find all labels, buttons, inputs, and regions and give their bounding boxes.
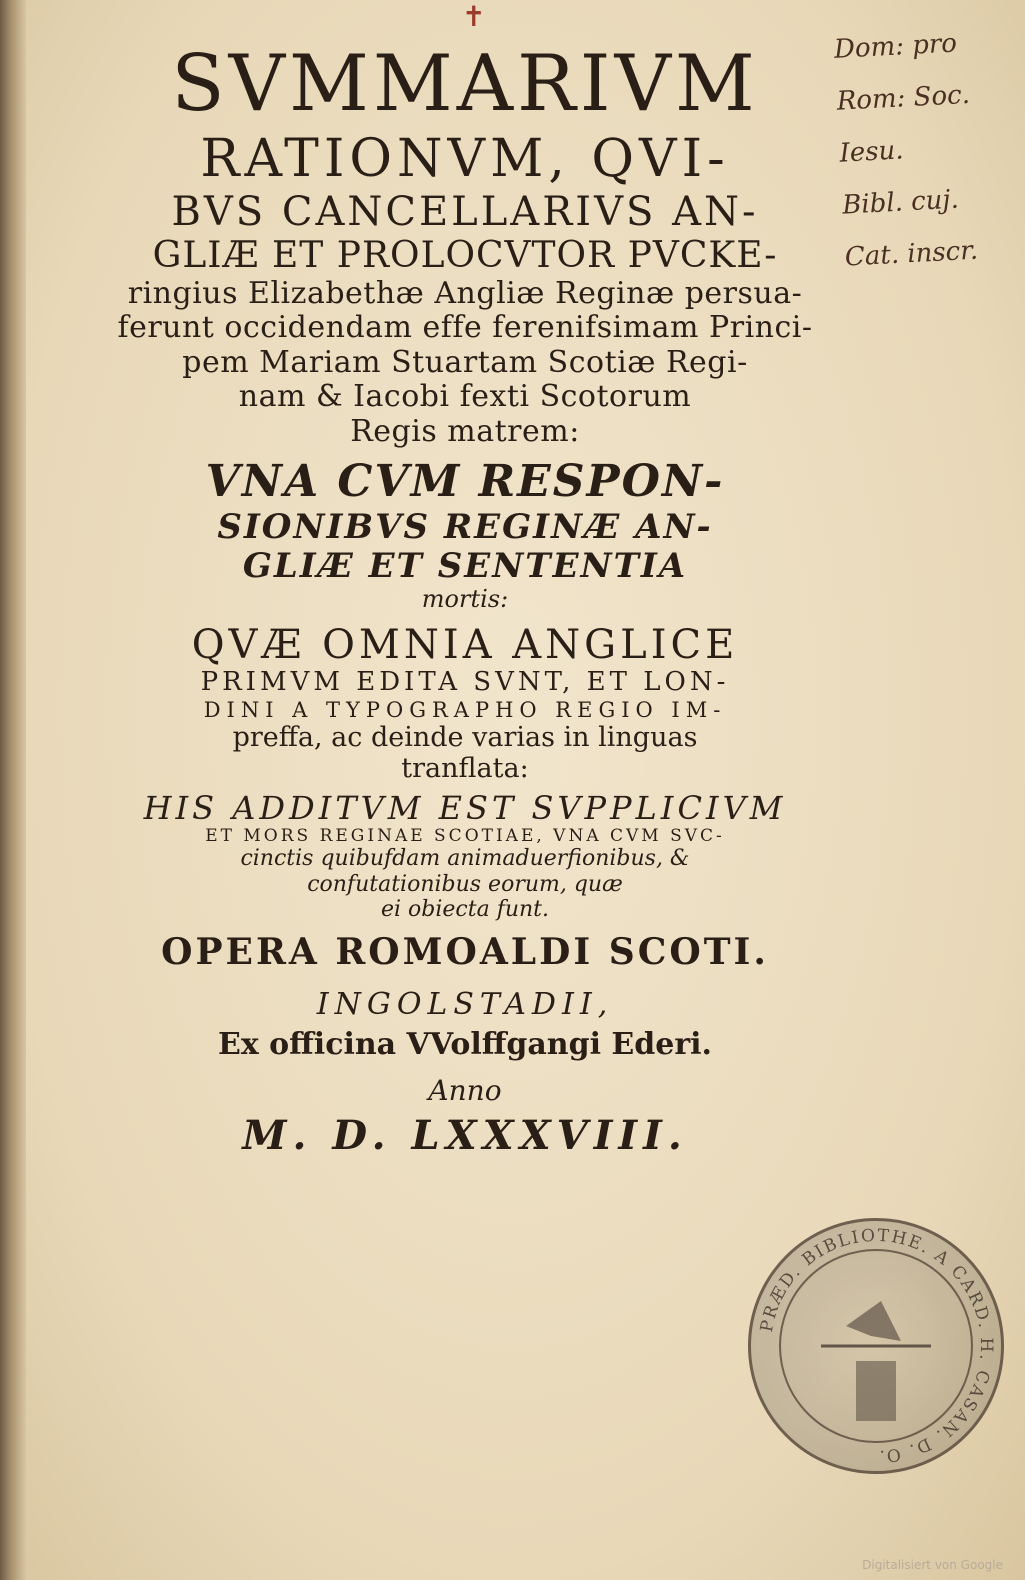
imprint-printer: Ex officina VVolffgangi Ederi. [217,1027,713,1062]
handwritten-margin-notes [833,25,1025,294]
subtitle-line-2: SIONIBVS REGINÆ AN- [217,506,713,547]
cross-mark-icon: ✝ [462,0,486,33]
title-line-8: nam & Iacobi fexti Scotorum [238,379,692,415]
digitization-watermark: Digitalisiert von Google [862,1558,1003,1572]
margin-note: Cat. inscr. [844,235,979,273]
imprint-year: M. D. LXXXVIII. [242,1111,688,1159]
his-line-1: HIS ADDITVM EST SVPPLICIVM [143,788,787,827]
title-line-3: BVS CANCELLARIVS AN- [171,189,759,236]
title-line-1: SVMMARIVM [171,39,759,129]
margin-note: Bibl. cuj. [841,184,960,221]
title-line-9: Regis matrem: [350,413,580,449]
title-line-7: pem Mariam Stuartam Scotiæ Regi- [182,344,748,380]
title-line-4: GLIÆ ET PROLOCVTOR PVCKE- [152,235,778,277]
stamp-emblem-icon [751,1221,1001,1471]
quae-line-5: tranflata: [401,752,529,784]
subtitle-line-3: GLIÆ ET SENTENTIA [242,546,688,587]
subtitle-line-4: mortis: [421,585,509,614]
imprint-place: INGOLSTADII, [316,986,614,1022]
author-line: OPERA ROMOALDI SCOTI. [161,931,769,974]
library-stamp [748,1218,1004,1474]
title-line-5: ringius Elizabethæ Angliæ Reginæ persua- [127,275,803,311]
subtitle-line-1: VNA CVM RESPON- [205,456,725,508]
quae-line-4: preffa, ac deinde varias in linguas [232,721,698,753]
margin-note: Dom: pro [833,28,958,65]
his-line-3: cinctis quibufdam animaduerfionibus, & [240,846,690,872]
quae-line-2: PRIMVM EDITA SVNT, ET LON- [200,666,730,697]
margin-note: Rom: Soc. [836,79,971,117]
his-line-2: ET MORS REGINAE SCOTIAE, VNA CVM SVC- [205,825,725,846]
page-binding-edge [0,0,26,1580]
his-line-5: ei obiecta funt. [380,896,550,922]
title-line-2: RATIONVM, QVI- [200,128,730,189]
margin-note: Iesu. [838,135,905,169]
quae-line-1: QVÆ OMNIA ANGLICE [191,621,739,668]
title-line-6: ferunt occidendam effe ferenifsimam Princi- [117,310,813,346]
imprint-anno: Anno [428,1073,502,1107]
quae-line-3: DINI A TYPOGRAPHO REGIO IM- [203,697,727,722]
his-line-4: confutationibus eorum, quæ [307,871,623,897]
svg-text:PRÆD. BIBLIOTHE. A CARD. H. CA: PRÆD. BIBLIOTHE. A CARD. H. CASAN. D. O. [756,1225,997,1467]
title-block [100,40,830,1159]
